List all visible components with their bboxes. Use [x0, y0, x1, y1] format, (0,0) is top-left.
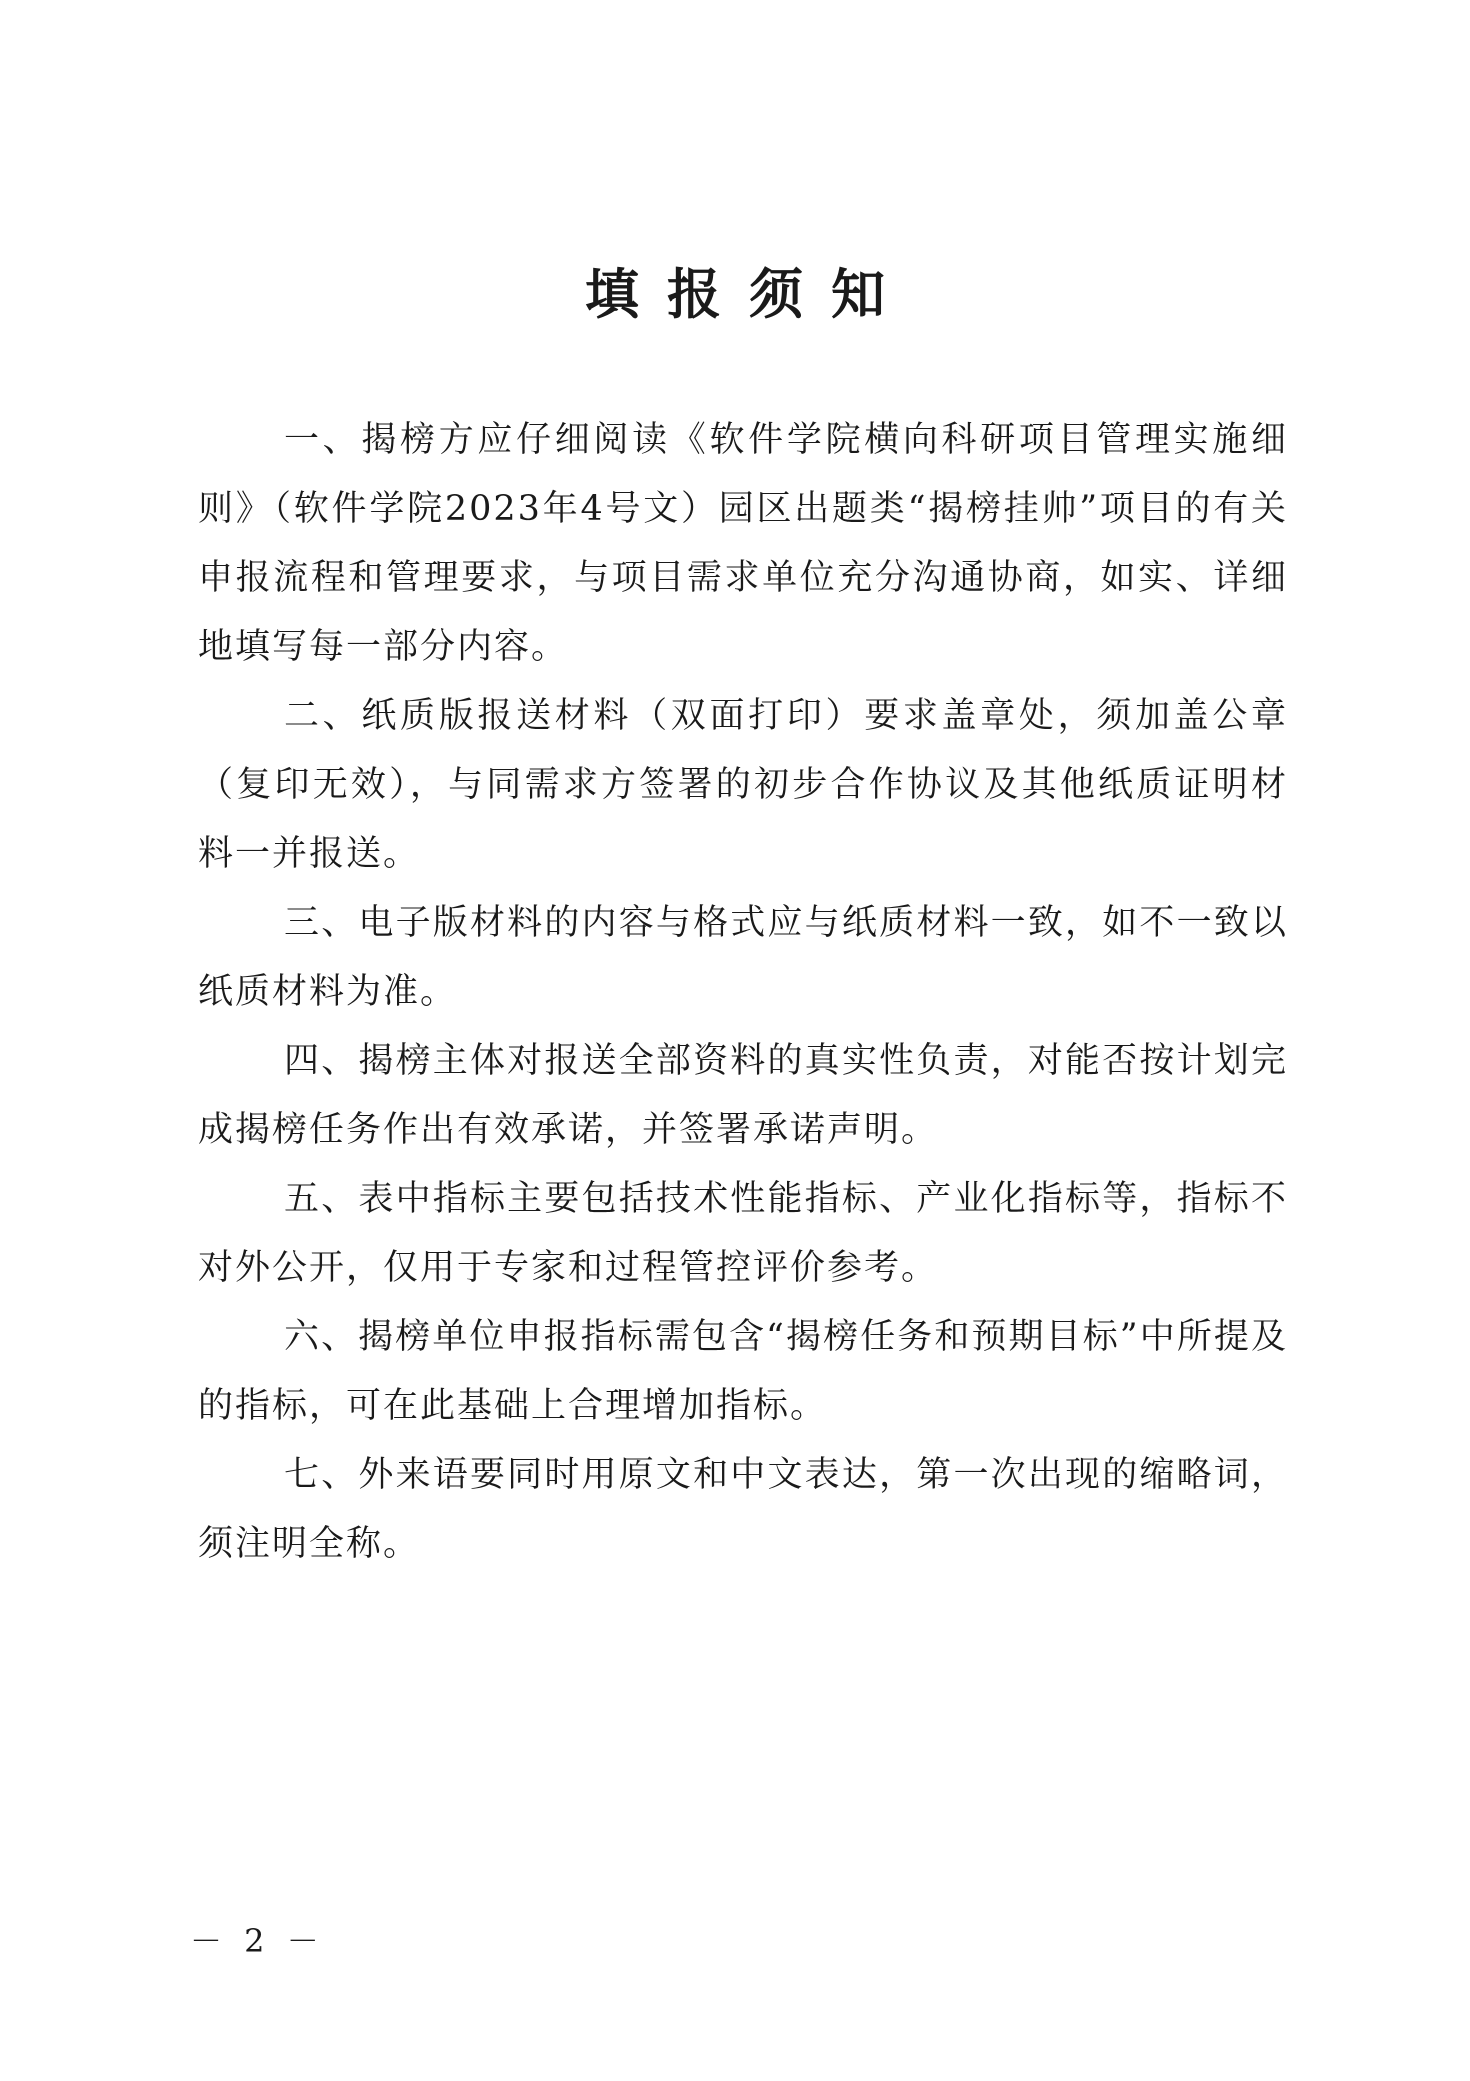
page-number: － 2 －	[190, 1922, 325, 1960]
paragraph-5: 五、表中指标主要包括技术性能指标、产业化指标等，指标不对外公开，仅用于专家和过程管控评价参考。	[198, 1179, 1288, 1288]
paragraph-4: 四、揭榜主体对报送全部资料的真实性负责，对能否按计划完成揭榜任务作出有效承诺，并签署承诺声明。	[198, 1041, 1288, 1150]
document-title: 填报须知	[585, 262, 913, 326]
paragraph-2: 二、纸质版报送材料（双面打印）要求盖章处，须加盖公章（复印无效），与同需求方签署的初步合作协议及其他纸质证明材料一并报送。	[198, 696, 1288, 874]
paragraph-3: 三、电子版材料的内容与格式应与纸质材料一致，如不一致以纸质材料为准。	[198, 903, 1288, 1012]
paragraph-7: 七、外来语要同时用原文和中文表达，第一次出现的缩略词，须注明全称。	[198, 1455, 1288, 1564]
paragraph-1: 一、揭榜方应仔细阅读《软件学院横向科研项目管理实施细则》（软件学院2023年4号文）园区出题类“揭榜挂帅”项目的有关申报流程和管理要求，与项目需求单位充分沟通协商，如实、详细地填写每一部分内容。	[198, 420, 1288, 667]
paragraph-6: 六、揭榜单位申报指标需包含“揭榜任务和预期目标”中所提及的指标，可在此基础上合理增加指标。	[198, 1317, 1288, 1426]
document-body	[198, 406, 1288, 1579]
